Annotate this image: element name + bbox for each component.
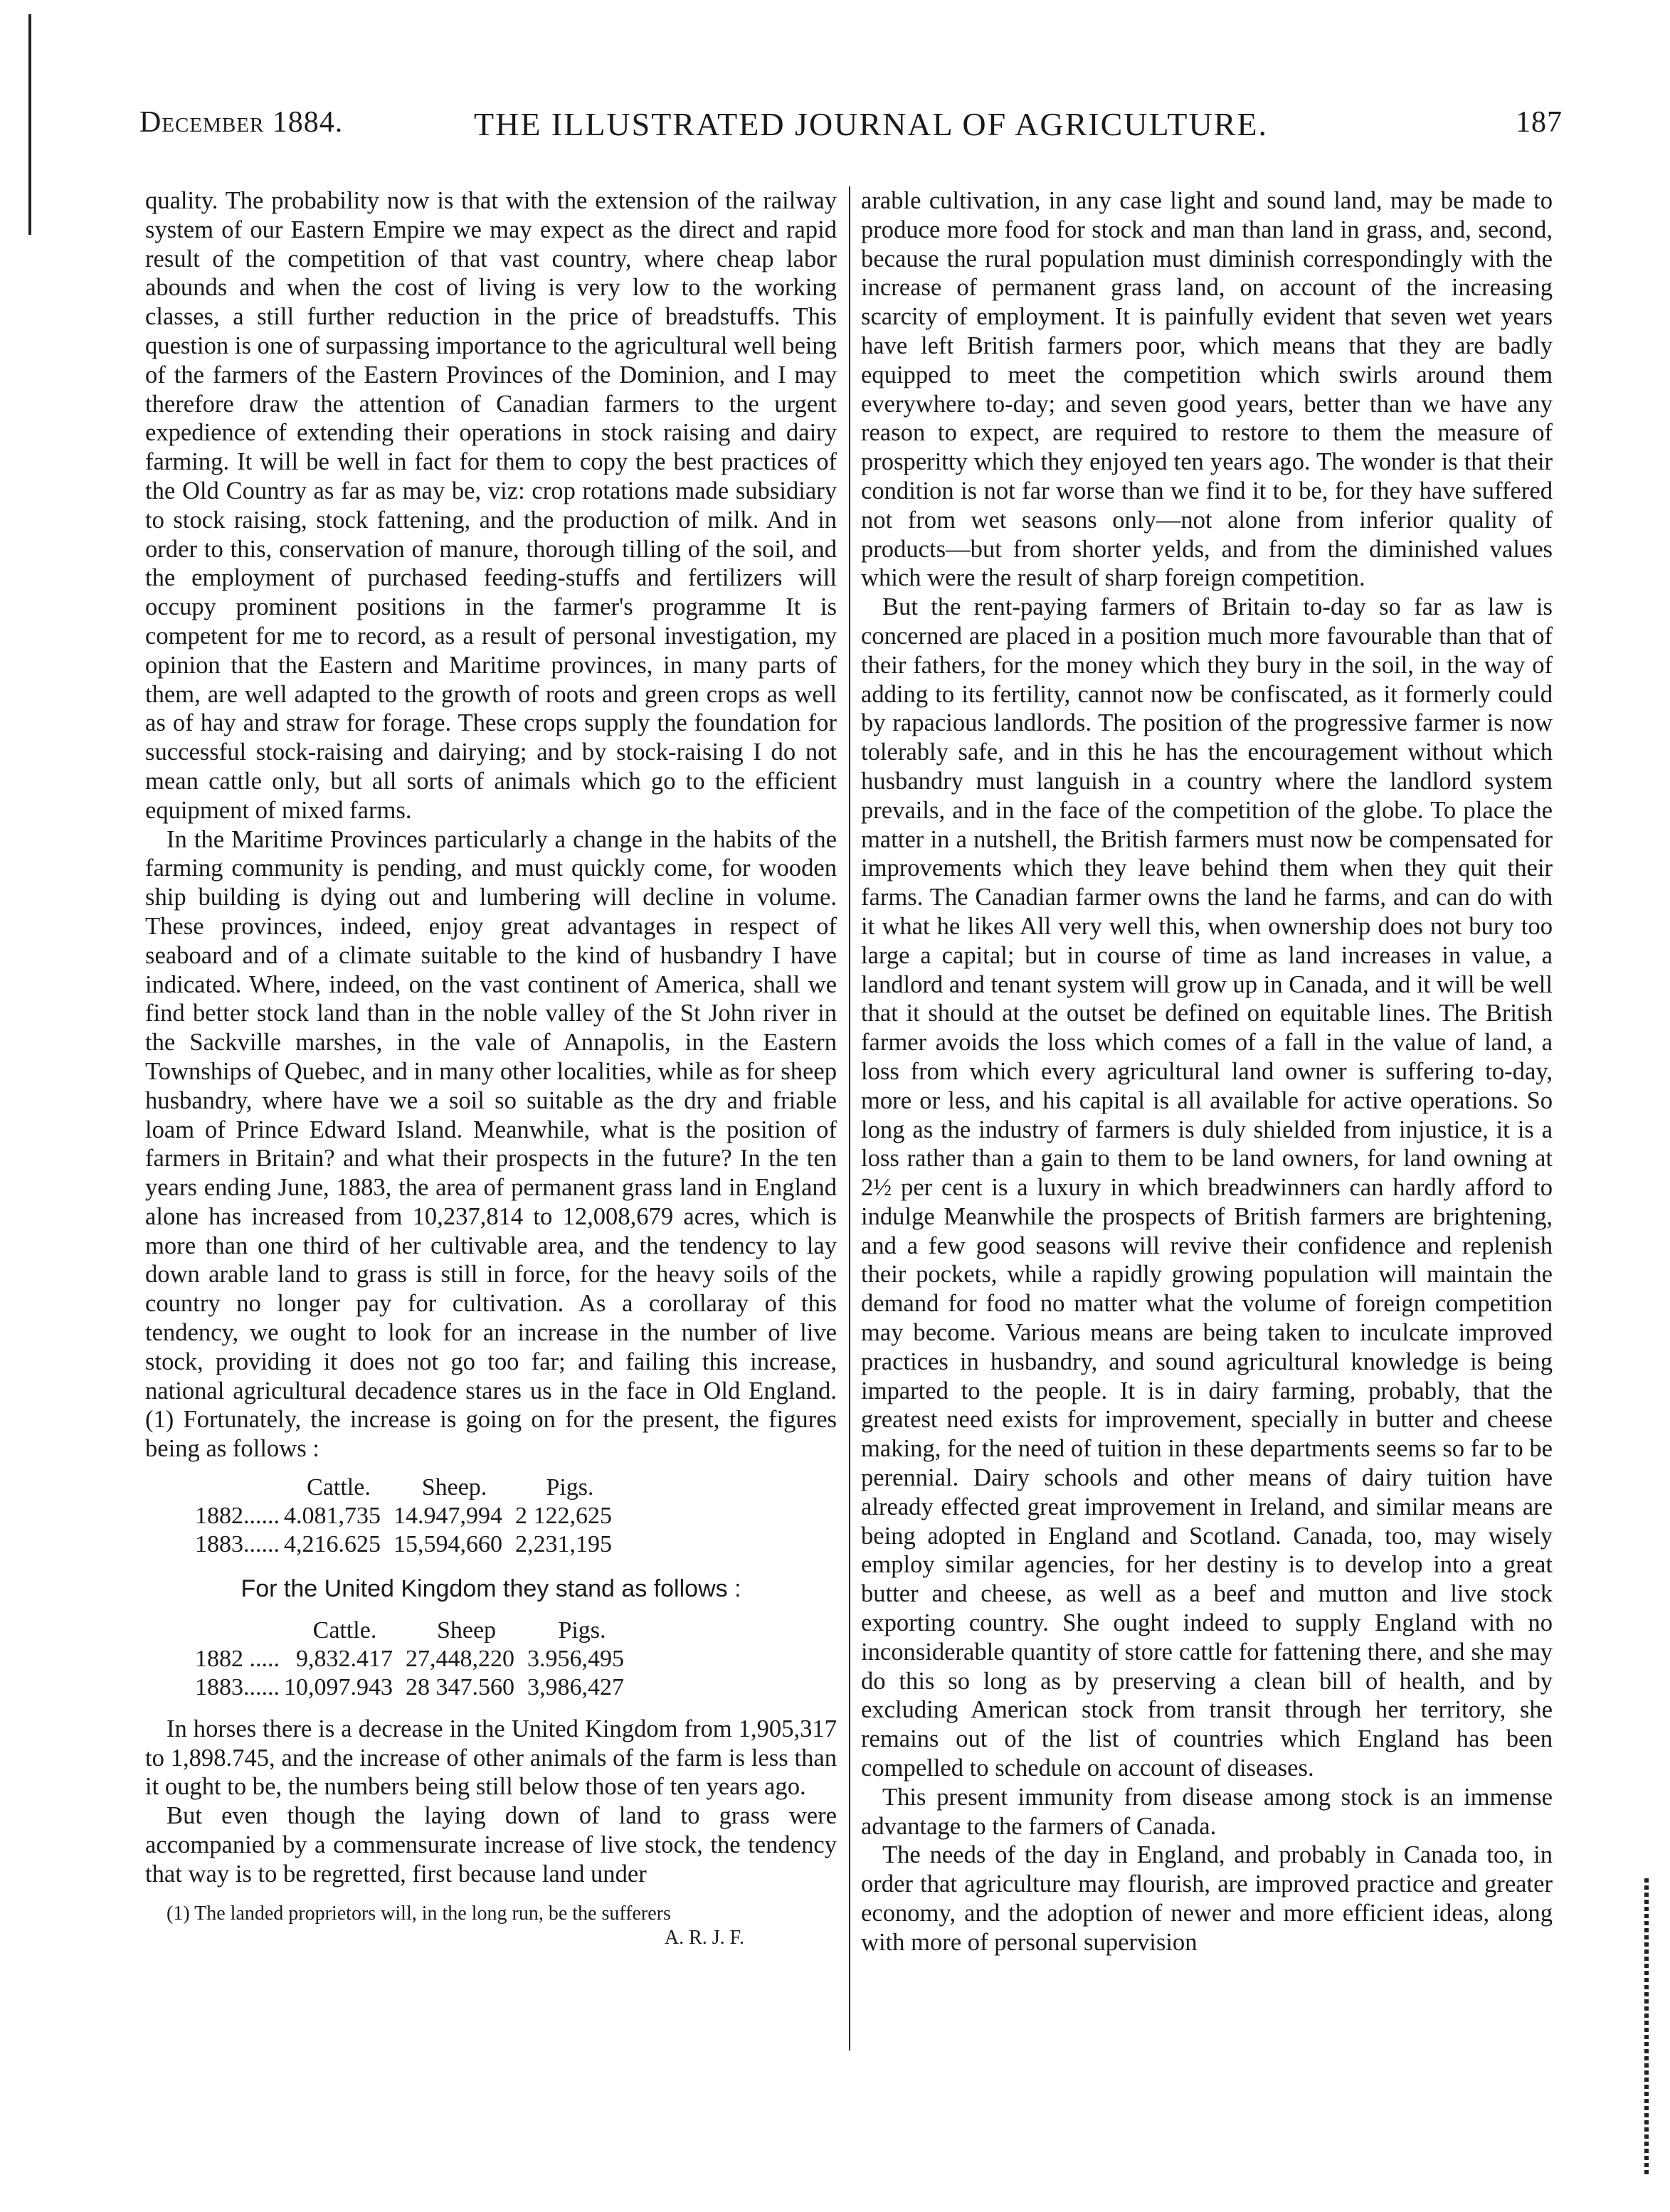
table-header-row [195, 1473, 625, 1502]
running-head [139, 105, 1563, 148]
page-number: 187 [1516, 106, 1563, 139]
england-livestock-table [195, 1473, 625, 1559]
right-column [861, 186, 1553, 1957]
table-row [195, 1530, 625, 1559]
paragraph: But the rent-paying farmers of Britain to-day so far as law is concerned are placed in a position much more favourable than that of their fathers, for the money which they bury in the soil, in the way of adding to its fertility, cannot now be confiscated, as it formerly could by rapacious landlords. The position of the progressive farmer is now tolerably safe, and in this he has the encouragement without which husbandry must languish in a country where the landlord system prevails, and in the face of the competition of the globe. To place the matter in a nutshell, the British farmers must now be compensated for improvements which they leave behind them when they quit their farms. The Canadian farmer owns the land he farms, and can do with it what he likes All very well this, when ownership does not bury too large a capital; but in course of time as land increases in value, a landlord and tenant system will grow up in Canada, and it will be well that it should at the outset be defined on equitable lines. The British farmer avoids the loss which comes of a fall in the value of land, a loss from which every agricultural land owner is suffering to-day, more or less, and his capital is all available for active operations. So long as the industry of farmers is duly shielded from injustice, it is a loss rather than a gain to them to be land owners, for land owning at 2½ per cent is a luxury in which breadwinners can hardly afford to indulge Meanwhile the prospects of British farmers are brightening, and a few good seasons will revive their confidence and replenish their pockets, while a rapidly growing population will maintain the demand for food no matter what the volume of foreign competition may become. Various means are being taken to inculcate improved practices in husbandry, and sound agricultural knowledge is being imparted to the people. It is in dairy farming, probably, that the greatest need exists for improvement, specially in butter and cheese making, for the need of tuition in these departments seems so far to be perennial. Dairy schools and other means of dairy tuition have already effected great improvement in Ireland, and similar means are being adopted in England and Scotland. Canada, too, may wisely employ similar agencies, for her destiny is to develop into a great butter and cheese, as well as a beef and mutton and live stock exporting country. She ought indeed to supply England with no inconsiderable quantity of store cattle for fattening there, and she may do this so long as by preserving a clean bill of health, and by excluding American stock from transit through her territory, she remains out of the list of countries which England has been compelled to schedule on account of diseases. [861, 593, 1553, 1782]
sheep-cell: 28 347.560 [406, 1673, 514, 1700]
footnote: (1) The landed proprietors will, in the long run, be the sufferers [167, 1902, 671, 1925]
sheep-cell: 14.947,994 [393, 1503, 502, 1530]
column-header: Pigs. [558, 1616, 606, 1644]
sheep-cell: 27,448,220 [406, 1645, 514, 1672]
column-header: Cattle. [312, 1616, 377, 1644]
cattle-cell: 4.081,735 [284, 1503, 381, 1530]
issue-date: December 1884. [139, 106, 344, 139]
united-kingdom-livestock-table [195, 1616, 637, 1702]
paragraph: In the Maritime Provinces particularly a change in the habits of the farming community is pending, and must quickly come, for wooden ship building is dying out and lumbering will decline in volume. These provinces, indeed, enjoy great advantages in respect of seaboard and of a climate suitable to the kind of husbandry I have indicated. Where, indeed, on the vast continent of America, shall we find better stock land than in the noble valley of the St John river in the Sackville marshes, in the vale of Annapolis, in the Eastern Townships of Quebec, and in many other localities, while as for sheep husbandry, where have we a soil so suitable as the dry and friable loam of Prince Edward Island. Meanwhile, what is the position of farmers in Britain? and what their prospects in the future? In the ten years ending June, 1883, the area of permanent grass land in England alone has increased from 10,237,814 to 12,008,679 acres, which is more than one third of her cultivable area, and the tendency to lay down arable land to grass is still in force, for the heavy soils of the country no longer pay for cultivation. As a corollaray of this tendency, we ought to look for an increase in the number of live stock, providing it does not go too far; and failing this increase, national agricultural decadence stares us in the face in Old England. (1) Fortunately, the increase is going on for the present, the figures being as follows : [145, 825, 837, 1463]
paragraph: The needs of the day in England, and probably in Canada too, in order that agriculture may flourish, are improved practice and greater economy, and the adoption of newer and more efficient ideas, along with more of personal supervision [861, 1841, 1553, 1956]
pigs-cell: 3.956,495 [527, 1645, 624, 1672]
scan-edge-mark [1644, 1878, 1649, 2177]
paragraph: In horses there is a decrease in the United Kingdom from 1,905,317 to 1,898.745, and the increase of other animals of the farm is less than it ought to be, the numbers being still below those of ten years ago. [145, 1715, 837, 1801]
journal-title: THE ILLUSTRATED JOURNAL OF AGRICULTURE. [474, 106, 1268, 142]
sheep-cell: 15,594,660 [393, 1531, 502, 1558]
paragraph: But even though the laying down of land to grass were accompanied by a commensurate increase of live stock, the tendency that way is to be regretted, first because land under [145, 1802, 837, 1888]
pigs-cell: 2 122,625 [515, 1503, 612, 1530]
table-row [195, 1502, 625, 1530]
pigs-cell: 2,231,195 [515, 1531, 612, 1558]
year-cell: 1883...... [195, 1673, 280, 1700]
column-header: Sheep [436, 1616, 497, 1644]
pigs-cell: 3,986,427 [527, 1673, 624, 1700]
cattle-cell: 4,216.625 [284, 1531, 381, 1558]
table-header-row [195, 1616, 637, 1645]
cattle-cell: 9,832.417 [296, 1645, 393, 1672]
footnote-signature: A. R. J. F. [664, 1926, 744, 1949]
left-column [145, 186, 837, 1950]
binding-mark [28, 14, 31, 235]
paragraph: arable cultivation, in any case light and sound land, may be made to produce more food for stock and man than land in grass, and, second, because the rural population must diminish correspondingly with the increase of permanent grass land, on account of the increasing scarcity of employment. It is painfully evident that seven wet years have left British farmers poor, which means that they are badly equipped to meet the competition which swirls around them everywhere to-day; and seven good years, better than we have any reason to expect, are required to restore to them the measure of prosperitty which they enjoyed ten years ago. The wonder is that their condition is not far worse than we find it to be, for they have suffered not from wet seasons only—not alone from inferior quality of products—but from shorter yelds, and from the diminished values which were the result of sharp foreign competition. [861, 187, 1553, 592]
table-row [195, 1645, 637, 1673]
column-header: Sheep. [421, 1474, 487, 1501]
table-caption: For the United Kingdom they stand as follows : [241, 1575, 741, 1603]
year-cell: 1883...... [195, 1531, 280, 1558]
column-header: Cattle. [307, 1474, 371, 1501]
column-divider [849, 186, 850, 2050]
paragraph: quality. The probability now is that with the extension of the railway system of our Eastern Empire we may expect as the direct and rapid result of the competition of that vast country, where cheap labor abounds and when the cost of living is very low to the working classes, a still further reduction in the price of breadstuffs. This question is one of surpassing importance to the agricultural well being of the farmers of the Eastern Provinces of the Dominion, and I may therefore draw the attention of Canadian farmers to the urgent expedience of extending their operations in stock raising and dairy farming. It will be well in fact for them to copy the best practices of the Old Country as far as may be, viz: crop rotations made subsidiary to stock raising, stock fattening, and the production of milk. And in order to this, conservation of manure, thorough tilling of the soil, and the employment of purchased feeding-stuffs and fertilizers will occupy prominent positions in the farmer's programme It is competent for me to record, as a result of personal investigation, my opinion that the Eastern and Maritime provinces, in many parts of them, are well adapted to the growth of roots and green crops as well as of hay and straw for forage. These crops supply the foundation for successful stock-raising and dairying; and by stock-raising I do not mean cattle only, but all sorts of animals which go to the efficient equipment of mixed farms. [145, 187, 837, 824]
column-header: Pigs. [546, 1474, 594, 1501]
cattle-cell: 10,097.943 [284, 1673, 393, 1700]
year-cell: 1882...... [195, 1503, 280, 1530]
table-row [195, 1673, 637, 1702]
paragraph: This present immunity from disease among stock is an immense advantage to the farmers of Canada. [861, 1783, 1553, 1840]
year-cell: 1882 ..... [195, 1645, 280, 1672]
